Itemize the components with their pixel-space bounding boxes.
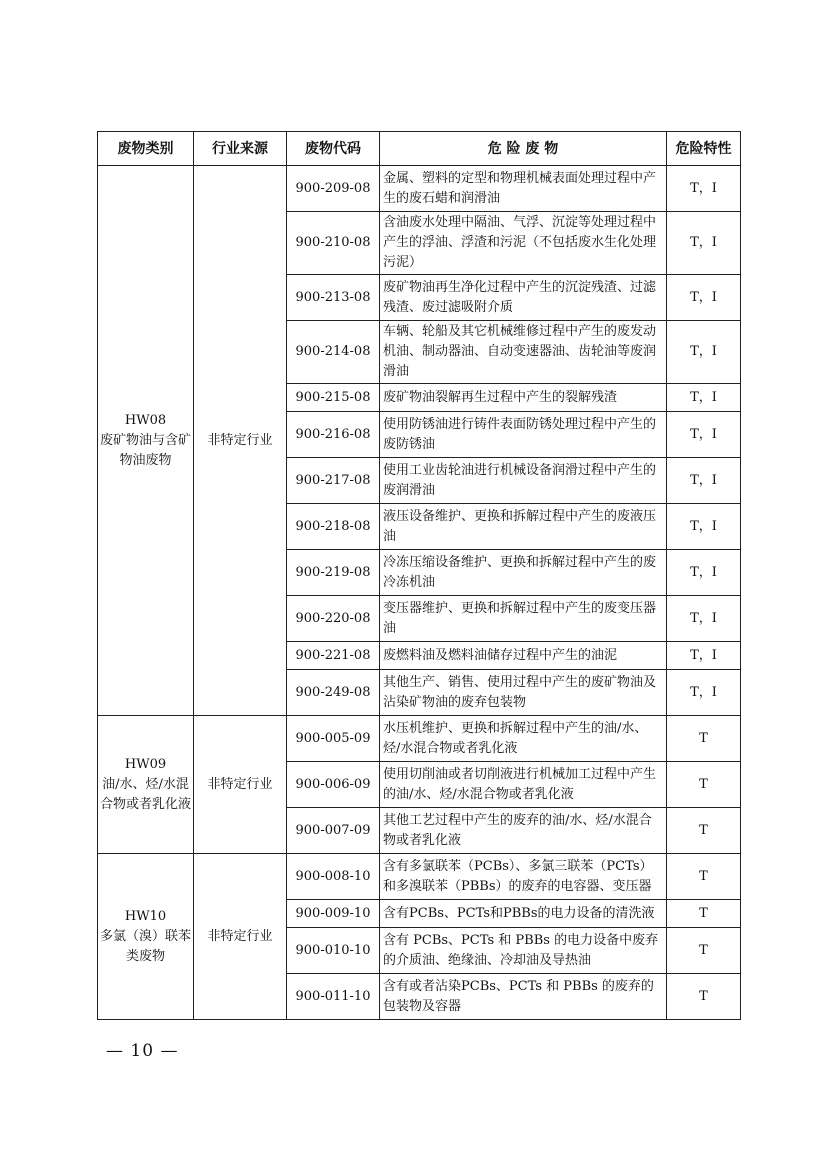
hazardous-waste-table [97,131,741,1020]
hazard-property-cell: T [667,854,741,900]
waste-category-cell [98,854,194,1020]
waste-description-cell: 废矿物油再生净化过程中产生的沉淀残渣、过滤残渣、废过滤吸附介质 [380,275,667,321]
table-row [98,716,741,762]
header-hazard-property: 危险特性 [667,132,741,166]
table-row [98,854,741,900]
waste-description-cell: 使用工业齿轮油进行机械设备润滑过程中产生的废润滑油 [380,458,667,504]
waste-description-cell: 含油废水处理中隔油、气浮、沉淀等处理过程中产生的浮油、浮渣和污泥（不包括废水生化处理污泥） [380,212,667,275]
waste-category-code: HW10 [124,908,167,924]
waste-code-cell: 900-209-08 [287,166,380,212]
hazard-property-cell: T，I [667,384,741,412]
header-hazardous-waste: 危 险 废 物 [380,132,667,166]
waste-code-cell: 900-214-08 [287,321,380,384]
waste-code-cell: 900-249-08 [287,670,380,716]
waste-category-name: 废矿物油与含矿物油废物 [99,432,191,468]
waste-description-cell: 液压设备维护、更换和拆解过程中产生的废液压油 [380,504,667,550]
waste-code-cell: 900-011-10 [287,974,380,1020]
waste-code-cell: 900-217-08 [287,458,380,504]
waste-description-cell: 其他生产、销售、使用过程中产生的废矿物油及沾染矿物油的废弃包装物 [380,670,667,716]
hazard-property-cell: T，I [667,642,741,670]
waste-category-code: HW08 [124,412,167,428]
hazard-property-cell: T，I [667,212,741,275]
hazard-property-cell: T，I [667,596,741,642]
waste-code-cell: 900-210-08 [287,212,380,275]
waste-code-cell: 900-010-10 [287,928,380,974]
table-body [98,166,741,1020]
waste-description-cell: 车辆、轮船及其它机械维修过程中产生的废发动机油、制动器油、自动变速器油、齿轮油等废润滑油 [380,321,667,384]
waste-description-cell: 含有多氯联苯（PCBs）、多氯三联苯（PCTs）和多溴联苯（PBBs）的废弃的电容器、变压器 [380,854,667,900]
industry-source-cell: 非特定行业 [194,166,287,716]
industry-source-cell: 非特定行业 [194,854,287,1020]
waste-description-cell: 变压器维护、更换和拆解过程中产生的废变压器油 [380,596,667,642]
waste-description-cell: 冷冻压缩设备维护、更换和拆解过程中产生的废冷冻机油 [380,550,667,596]
waste-description-cell: 含有或者沾染PCBs、PCTs 和 PBBs 的废弃的包装物及容器 [380,974,667,1020]
page-number: — 10 — [106,1041,179,1061]
table-row [98,166,741,212]
waste-description-cell: 使用防锈油进行铸件表面防锈处理过程中产生的废防锈油 [380,412,667,458]
hazard-property-cell: T，I [667,412,741,458]
waste-description-cell: 水压机维护、更换和拆解过程中产生的油/水、烃/水混合物或者乳化液 [380,716,667,762]
table-header-row [98,132,741,166]
header-waste-category: 废物类别 [98,132,194,166]
hazard-property-cell: T [667,928,741,974]
hazard-property-cell: T，I [667,458,741,504]
waste-code-cell: 900-221-08 [287,642,380,670]
hazard-property-cell: T [667,974,741,1020]
hazard-property-cell: T，I [667,504,741,550]
hazard-property-cell: T [667,762,741,808]
waste-description-cell: 废燃料油及燃料油储存过程中产生的油泥 [380,642,667,670]
waste-code-cell: 900-218-08 [287,504,380,550]
waste-code-cell: 900-009-10 [287,900,380,928]
hazard-property-cell: T，I [667,275,741,321]
waste-code-cell: 900-008-10 [287,854,380,900]
waste-code-cell: 900-215-08 [287,384,380,412]
waste-description-cell: 其他工艺过程中产生的废弃的油/水、烃/水混合物或者乳化液 [380,808,667,854]
waste-description-cell: 废矿物油裂解再生过程中产生的裂解残渣 [380,384,667,412]
waste-category-cell [98,716,194,854]
waste-code-cell: 900-219-08 [287,550,380,596]
waste-code-cell: 900-006-09 [287,762,380,808]
hazard-property-cell: T，I [667,670,741,716]
waste-code-cell: 900-007-09 [287,808,380,854]
hazard-property-cell: T，I [667,166,741,212]
waste-description-cell: 使用切削油或者切削液进行机械加工过程中产生的油/水、烃/水混合物或者乳化液 [380,762,667,808]
hazard-property-cell: T [667,808,741,854]
waste-category-cell [98,166,194,716]
waste-description-cell: 金属、塑料的定型和物理机械表面处理过程中产生的废石蜡和润滑油 [380,166,667,212]
waste-description-cell: 含有PCBs、PCTs和PBBs的电力设备的清洗液 [380,900,667,928]
waste-code-cell: 900-213-08 [287,275,380,321]
hazard-property-cell: T [667,716,741,762]
waste-code-cell: 900-216-08 [287,412,380,458]
waste-category-code: HW09 [124,756,167,772]
header-waste-code: 废物代码 [287,132,380,166]
waste-category-name: 油/水、烃/水混合物或者乳化液 [99,776,191,812]
waste-category-name: 多氯（溴）联苯类废物 [99,928,191,964]
hazard-property-cell: T [667,900,741,928]
hazard-property-cell: T，I [667,321,741,384]
waste-code-cell: 900-005-09 [287,716,380,762]
waste-code-cell: 900-220-08 [287,596,380,642]
hazard-property-cell: T，I [667,550,741,596]
waste-description-cell: 含有 PCBs、PCTs 和 PBBs 的电力设备中废弃的介质油、绝缘油、冷却油及导热油 [380,928,667,974]
industry-source-cell: 非特定行业 [194,716,287,854]
header-industry-source: 行业来源 [194,132,287,166]
